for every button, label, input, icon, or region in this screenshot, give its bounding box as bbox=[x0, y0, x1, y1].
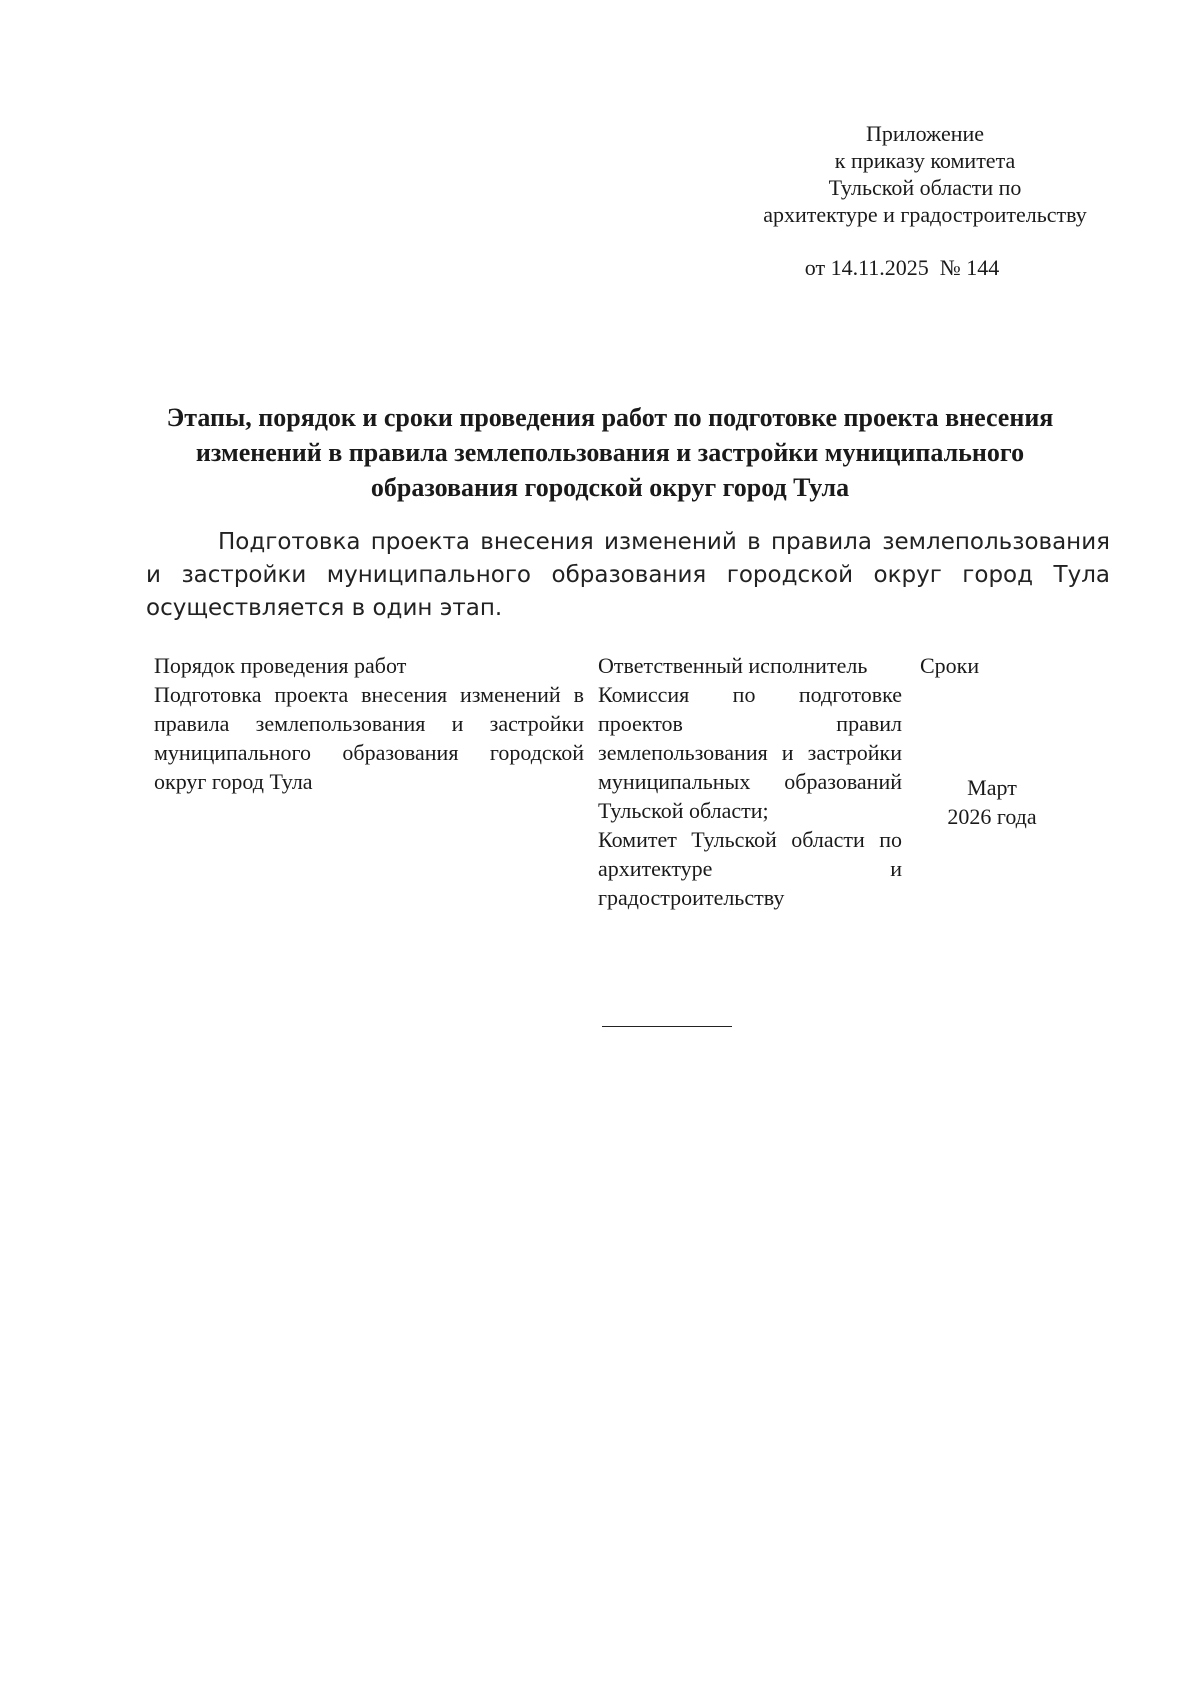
closing-divider bbox=[602, 1026, 732, 1027]
order-date: от 14.11.2025 № 144 bbox=[804, 255, 1000, 280]
table-header-row bbox=[154, 651, 1064, 680]
cell-responsible bbox=[595, 680, 920, 912]
appendix-line: Приложение bbox=[865, 121, 985, 146]
term-year: 2026 года bbox=[947, 804, 1037, 829]
header-term bbox=[920, 651, 1064, 680]
appendix-line: к приказу комитета bbox=[834, 148, 1016, 173]
schedule-table bbox=[154, 651, 1064, 912]
header-work bbox=[154, 651, 595, 680]
appendix-line: архитектуре и градостроительству bbox=[763, 202, 1087, 227]
header-responsible-label: Ответственный исполнитель bbox=[598, 653, 868, 678]
title-line: Этапы, порядок и сроки проведения работ по подготовке проекта внесения bbox=[166, 403, 1054, 432]
document-title bbox=[130, 400, 1090, 505]
cell-term bbox=[920, 680, 1064, 912]
header-work-label: Порядок проведения работ bbox=[154, 653, 407, 678]
title-line: изменений в правила землепользования и застройки муниципального bbox=[195, 438, 1025, 467]
cell-work: Подготовка проекта внесения изменений в правила землепользования и застройки муниципального образования городской округ город Тула bbox=[154, 682, 584, 794]
title-line: образования городской округ город Тула bbox=[370, 473, 850, 502]
table-row bbox=[154, 680, 1064, 912]
header-responsible bbox=[595, 651, 920, 680]
header-term-label: Сроки bbox=[920, 653, 980, 678]
term-month: Март bbox=[967, 775, 1017, 800]
appendix-line: Тульской области по bbox=[828, 175, 1022, 200]
responsible-commission: Комиссия по подготовке проектов правил землепользования и застройки муниципальных образований Тульской области; bbox=[598, 682, 902, 823]
appendix-header bbox=[700, 120, 1150, 281]
responsible-committee: Комитет Тульской области по архитектуре и градостроительству bbox=[598, 827, 902, 910]
intro-paragraph: Подготовка проекта внесения изменений в правила землепользования и застройки муниципального образования городской округ город Тула осуществляется в один этап. bbox=[146, 529, 1110, 621]
